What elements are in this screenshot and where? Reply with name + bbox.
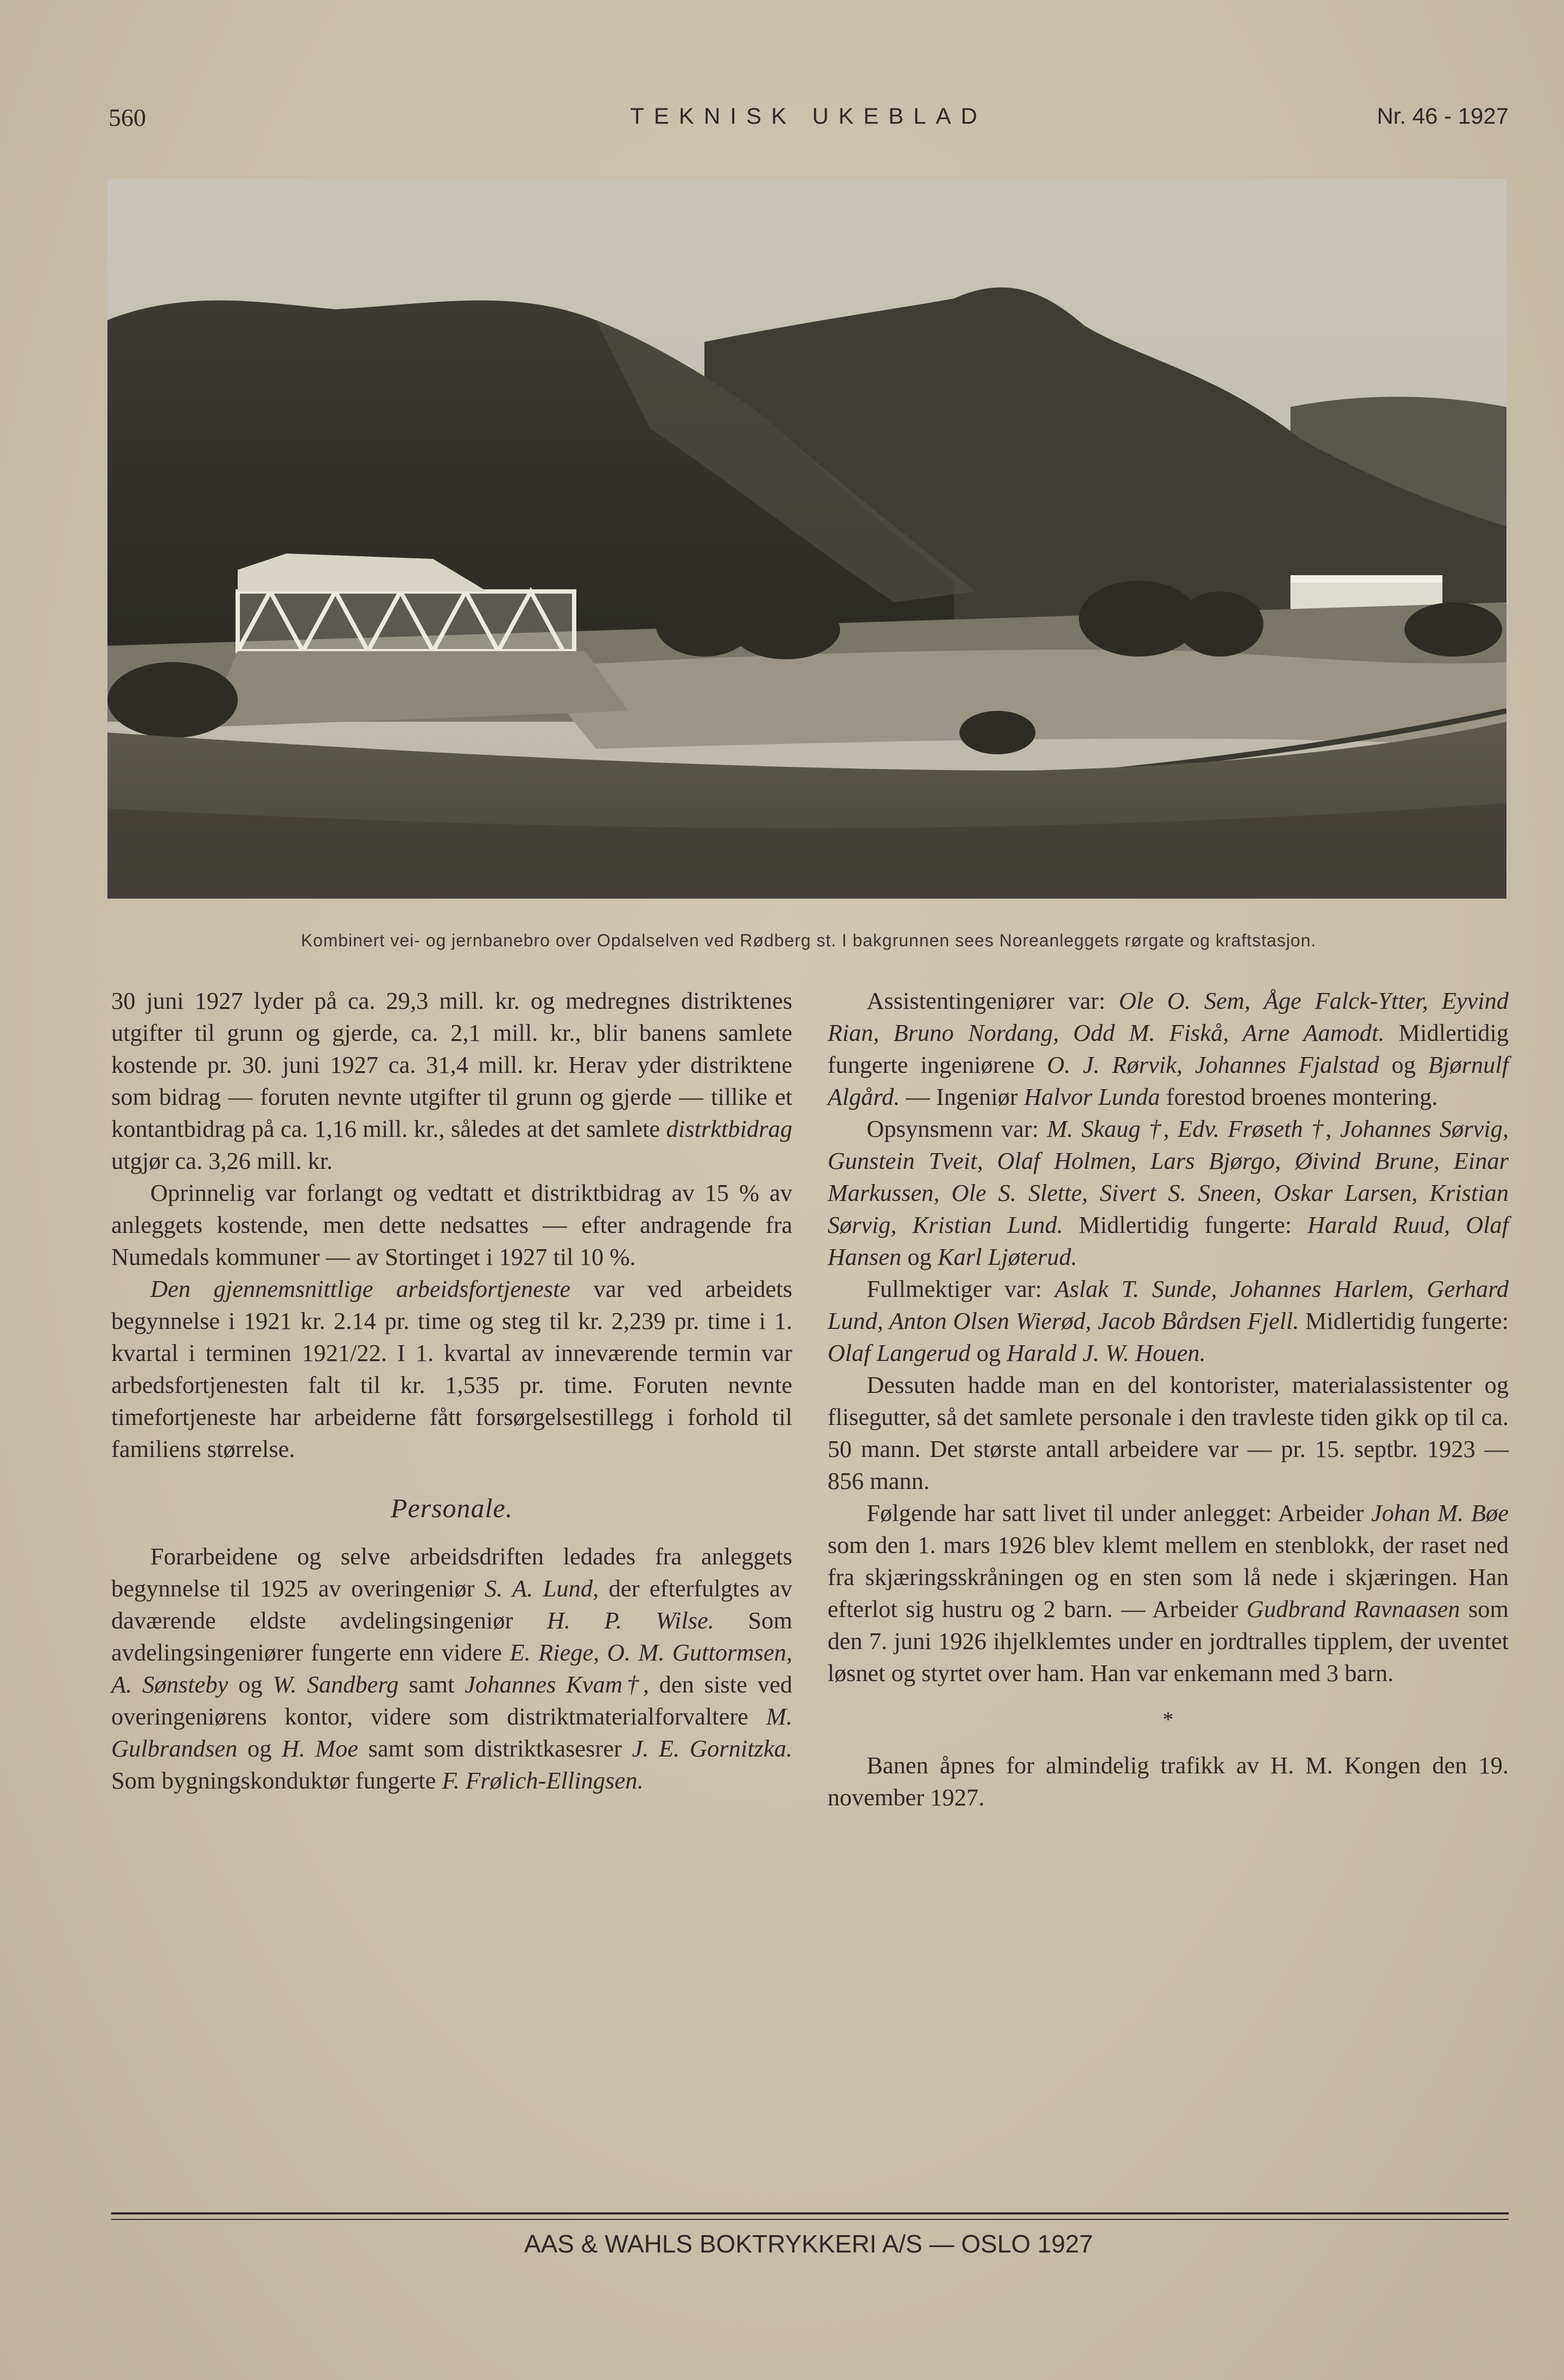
paragraph-staff-total: Dessuten hadde man en del kontorister, materialassistenter og flisegutter, så det samlete personale i den travleste tiden gikk op til ca. 50 mann. Det største antall arbeidere var — pr. 15. septbr. 1923 — 856 mann. (828, 1371, 1509, 1494)
right-column (828, 985, 1509, 1813)
photo-caption: Kombinert vei- og jernbanebro over Opdalselven ved Rødberg st. I bakgrunnen sees Noreanleggets rørgate og kraftstasjon. (301, 931, 1317, 950)
paragraph-opening: Banen åpnes for almindelig trafikk av H. M. Kongen den 19. november 1927. (828, 1752, 1509, 1811)
page-number: 560 (109, 104, 146, 131)
issue-number: Nr. 46 - 1927 (1377, 103, 1509, 129)
printer-imprint: AAS & WAHLS BOKTRYKKERI A/S — OSLO 1927 (524, 2230, 1093, 2258)
paragraph-earnings: Den gjennemsnittlige arbeidsfortjeneste var ved arbeidets begynnelse i 1921 kr. 2.14 pr. time og steg til kr. 2,239 pr. time i 1. kvartal i terminen 1921/22. I 1. kvartal av inneværende termin var arbedsfortjenesten falt til kr. 1,535 pr. time. Foruten nevnte timefortjeneste har arbeiderne fått forsørgelsestillegg i forhold til familiens størrelse. (111, 1275, 792, 1462)
separator-asterisk: * (1162, 1707, 1174, 1732)
paragraph-personnel: Forarbeidene og selve arbeidsdriften ledades fra anleggets begynnelse til 1925 av overingeniør S. A. Lund, der efterfulgtes av daværende eldste avdelingsingeniør H. P. Wilse. Som avdelingsingeniører fungerte enn videre E. Riege, O. M. Guttormsen, A. Sønsteby og W. Sandberg samt Johannes Kvam†, den siste ved overingeniørens kontor, videre som distriktmaterialforvaltere M. Gulbrandsen og H. Moe samt som distriktkasesrer J. E. Gornitzka. Som bygningskonduktør fungerte F. Frølich-Ellingsen. (111, 1543, 793, 1794)
paragraph-cost: 30 juni 1927 lyder på ca. 29,3 mill. kr. og medregnes distriktenes utgifter til grunn og gjerde, ca. 2,1 mill. kr., blir banens samlete kostende pr. 30. juni 1927 ca. 31,4 mill. kr. Herav yder distriktene som bidrag — foruten nevnte utgifter til grunn og gjerde — tillike et kontantbidrag på ca. 1,16 mill. kr., således at det samlete distrktbidrag utgjør ca. 3,26 mill. kr. (111, 987, 792, 1174)
paragraph-clerks: Fullmektiger var: Aslak T. Sunde, Johannes Harlem, Gerhard Lund, Anton Olsen Wierød, Jacob Bårdsen Fjell. Midlertidig fungerte: Olaf Langerud og Harald J. W. Houen. (828, 1275, 1509, 1366)
paragraph-contribution: Oprinnelig var forlangt og vedtatt et distriktbidrag av 15 % av anleggets kostende, men dette nedsattes — efter andragende fra Numedals kommuner — av Stortinget i 1927 til 10 %. (111, 1179, 792, 1270)
paragraph-assistant-engineers: Assistentingeniører var: Ole O. Sem, Åge Falck-Ytter, Eyvind Rian, Bruno Nordang, Odd M. Fiskå, Arne Aamodt. Midlertidig fungerte ingeniørene O. J. Rørvik, Johannes Fjalstad og Bjørnulf Algård. — Ingeniør Halvor Lunda forestod broenes montering. (828, 987, 1509, 1110)
paragraph-casualties: Følgende har satt livet til under anlegget: Arbeider Johan M. Bøe som den 1. mars 1926 blev klemt mellem en stenblokk, der raset ned fra skjæringsskråningen og en sten som lå nede i skjæringen. Han efterlot sig hustru og 2 barn. — Arbeider Gudbrand Ravnaasen som den 7. juni 1926 ihjelklemtes under en jordtralles tipplem, der uventet løsnet og styrtet over ham. Han var enkemann med 3 barn. (828, 1499, 1509, 1687)
section-heading-personale: Personale. (390, 1493, 513, 1523)
page-header (109, 98, 1509, 147)
paragraph-supervisors: Opsynsmenn var: M. Skaug †, Edv. Frøseth †, Johannes Sørvig, Gunstein Tveit, Olaf Holmen, Lars Bjørgo, Øivind Brune, Einar Markussen, Ole S. Slette, Sivert S. Sneen, Oskar Larsen, Kristian Sørvig, Kristian Lund. Midlertidig fungerte: Harald Ruud, Olaf Hansen og Karl Ljøterud. (828, 1115, 1509, 1270)
photograph-bridge-landscape (107, 179, 1506, 899)
left-column (111, 985, 792, 1797)
masthead: TEKNISK UKEBLAD (630, 103, 987, 129)
